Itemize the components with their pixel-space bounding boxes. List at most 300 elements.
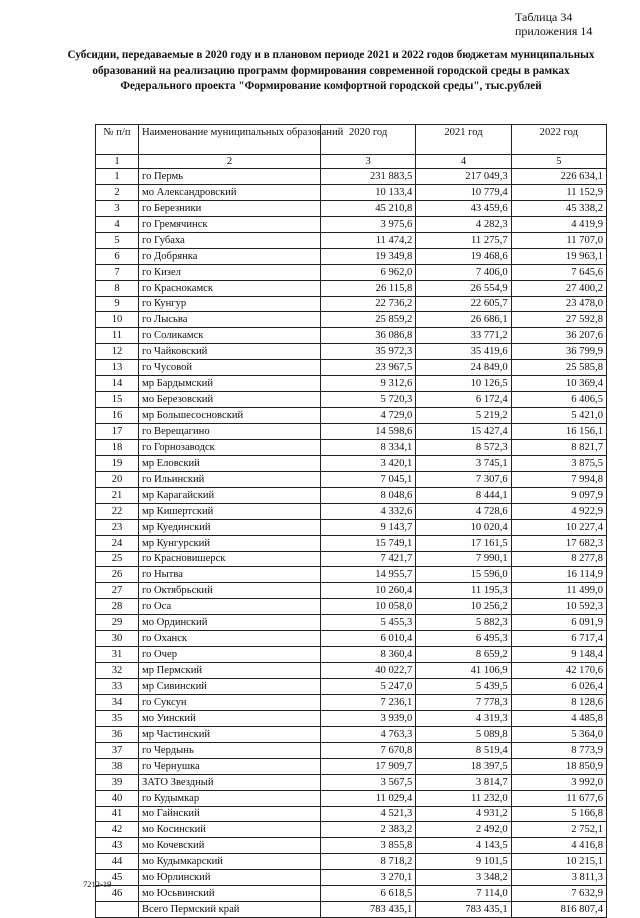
value-2022: 4 485,8 — [511, 710, 606, 726]
value-2021: 35 419,6 — [416, 344, 511, 360]
row-number: 2 — [96, 184, 139, 200]
value-2021: 4 728,6 — [416, 503, 511, 519]
value-2021: 7 406,0 — [416, 264, 511, 280]
table-row — [96, 424, 607, 440]
footer-code: 7212-19 — [83, 879, 112, 889]
value-2022: 10 227,4 — [511, 519, 606, 535]
total-num-cell — [96, 902, 139, 918]
value-2022: 9 148,4 — [511, 647, 606, 663]
value-2022: 5 421,0 — [511, 408, 606, 424]
value-2020: 3 270,1 — [321, 870, 416, 886]
table-row — [96, 679, 607, 695]
value-2020: 7 045,1 — [321, 471, 416, 487]
value-2020: 7 236,1 — [321, 694, 416, 710]
table-body — [96, 169, 607, 902]
table-row — [96, 455, 607, 471]
table-row — [96, 615, 607, 631]
value-2022: 19 963,1 — [511, 248, 606, 264]
value-2021: 6 495,3 — [416, 631, 511, 647]
column-index-num: 1 — [96, 155, 139, 169]
value-2021: 26 686,1 — [416, 312, 511, 328]
table-row — [96, 503, 607, 519]
row-number: 35 — [96, 710, 139, 726]
value-2021: 4 143,5 — [416, 838, 511, 854]
value-2020: 6 010,4 — [321, 631, 416, 647]
value-2020: 10 058,0 — [321, 599, 416, 615]
value-2020: 5 247,0 — [321, 679, 416, 695]
value-2020: 5 720,3 — [321, 392, 416, 408]
value-2022: 9 097,9 — [511, 487, 606, 503]
table-row — [96, 232, 607, 248]
subsidies-table — [95, 124, 607, 918]
value-2021: 7 307,6 — [416, 471, 511, 487]
municipality-name: мр Кунгурский — [139, 535, 321, 551]
municipality-name: го Кизел — [139, 264, 321, 280]
value-2020: 26 115,8 — [321, 280, 416, 296]
table-row — [96, 248, 607, 264]
table-row — [96, 184, 607, 200]
table-row — [96, 694, 607, 710]
table-row — [96, 216, 607, 232]
value-2020: 8 048,6 — [321, 487, 416, 503]
value-2022: 6 091,9 — [511, 615, 606, 631]
value-2022: 36 799,9 — [511, 344, 606, 360]
value-2020: 17 909,7 — [321, 758, 416, 774]
value-2020: 23 967,5 — [321, 360, 416, 376]
value-2020: 3 420,1 — [321, 455, 416, 471]
municipality-name: го Оса — [139, 599, 321, 615]
value-2021: 4 931,2 — [416, 806, 511, 822]
value-2020: 7 670,8 — [321, 742, 416, 758]
municipality-name: го Очер — [139, 647, 321, 663]
municipality-name: мр Карагайский — [139, 487, 321, 503]
value-2021: 15 596,0 — [416, 567, 511, 583]
row-number: 38 — [96, 758, 139, 774]
row-number: 21 — [96, 487, 139, 503]
row-number: 19 — [96, 455, 139, 471]
value-2021: 4 282,3 — [416, 216, 511, 232]
document-header — [515, 10, 592, 38]
table-row — [96, 583, 607, 599]
municipality-name: го Суксун — [139, 694, 321, 710]
municipality-name: го Добрянка — [139, 248, 321, 264]
value-2022: 5 166,8 — [511, 806, 606, 822]
value-2021: 8 519,4 — [416, 742, 511, 758]
table-row — [96, 200, 607, 216]
row-number: 36 — [96, 726, 139, 742]
row-number: 44 — [96, 854, 139, 870]
municipality-name: мо Ординский — [139, 615, 321, 631]
value-2020: 9 143,7 — [321, 519, 416, 535]
value-2022: 7 632,9 — [511, 886, 606, 902]
value-2020: 22 736,2 — [321, 296, 416, 312]
row-number: 29 — [96, 615, 139, 631]
value-2020: 7 421,7 — [321, 551, 416, 567]
row-number: 11 — [96, 328, 139, 344]
value-2021: 10 126,5 — [416, 376, 511, 392]
row-number: 10 — [96, 312, 139, 328]
row-number: 28 — [96, 599, 139, 615]
value-2020: 231 883,5 — [321, 169, 416, 185]
value-2022: 226 634,1 — [511, 169, 606, 185]
table-row — [96, 360, 607, 376]
value-2022: 2 752,1 — [511, 822, 606, 838]
municipality-name: го Краснокамск — [139, 280, 321, 296]
value-2020: 14 598,6 — [321, 424, 416, 440]
column-index-name: 2 — [139, 155, 321, 169]
column-header-num: № п/п — [96, 125, 139, 155]
value-2020: 3 567,5 — [321, 774, 416, 790]
municipality-name: мо Кочевский — [139, 838, 321, 854]
value-2022: 8 821,7 — [511, 439, 606, 455]
value-2020: 14 955,7 — [321, 567, 416, 583]
row-number: 5 — [96, 232, 139, 248]
table-row — [96, 870, 607, 886]
municipality-name: го Чайковский — [139, 344, 321, 360]
municipality-name: мо Александровский — [139, 184, 321, 200]
municipality-name: го Ильинский — [139, 471, 321, 487]
municipality-name: го Чернушка — [139, 758, 321, 774]
table-row — [96, 822, 607, 838]
value-2020: 6 962,0 — [321, 264, 416, 280]
appendix-label: приложения 14 — [515, 24, 593, 38]
municipality-name: мо Косинский — [139, 822, 321, 838]
municipality-name: го Пермь — [139, 169, 321, 185]
row-number: 27 — [96, 583, 139, 599]
row-number: 32 — [96, 663, 139, 679]
value-2020: 10 133,4 — [321, 184, 416, 200]
value-2020: 3 939,0 — [321, 710, 416, 726]
municipality-name: го Верещагино — [139, 424, 321, 440]
table-row — [96, 280, 607, 296]
column-header-2022: 2022 год — [511, 125, 606, 155]
municipality-name: мо Березовский — [139, 392, 321, 408]
row-number: 9 — [96, 296, 139, 312]
value-2021: 9 101,5 — [416, 854, 511, 870]
row-number: 20 — [96, 471, 139, 487]
municipality-name: го Березники — [139, 200, 321, 216]
value-2021: 5 439,5 — [416, 679, 511, 695]
row-number: 6 — [96, 248, 139, 264]
value-2020: 35 972,3 — [321, 344, 416, 360]
municipality-name: го Лысьва — [139, 312, 321, 328]
value-2022: 16 156,1 — [511, 424, 606, 440]
table-row — [96, 312, 607, 328]
municipality-name: мр Кишертский — [139, 503, 321, 519]
value-2022: 10 592,3 — [511, 599, 606, 615]
value-2020: 4 332,6 — [321, 503, 416, 519]
value-2021: 7 778,3 — [416, 694, 511, 710]
value-2020: 40 022,7 — [321, 663, 416, 679]
value-2022: 5 364,0 — [511, 726, 606, 742]
table-row — [96, 758, 607, 774]
table-row — [96, 838, 607, 854]
row-number: 3 — [96, 200, 139, 216]
value-2022: 3 875,5 — [511, 455, 606, 471]
value-2022: 10 369,4 — [511, 376, 606, 392]
value-2020: 11 474,2 — [321, 232, 416, 248]
value-2021: 3 348,2 — [416, 870, 511, 886]
value-2020: 3 855,8 — [321, 838, 416, 854]
row-number: 12 — [96, 344, 139, 360]
row-number: 42 — [96, 822, 139, 838]
value-2022: 27 400,2 — [511, 280, 606, 296]
row-number: 8 — [96, 280, 139, 296]
row-number: 13 — [96, 360, 139, 376]
value-2021: 4 319,3 — [416, 710, 511, 726]
value-2021: 26 554,9 — [416, 280, 511, 296]
total-2021: 783 435,1 — [416, 902, 511, 918]
value-2021: 3 745,1 — [416, 455, 511, 471]
value-2021: 3 814,7 — [416, 774, 511, 790]
value-2022: 4 922,9 — [511, 503, 606, 519]
value-2020: 4 521,3 — [321, 806, 416, 822]
value-2021: 10 779,4 — [416, 184, 511, 200]
municipality-name: мо Юсьвинский — [139, 886, 321, 902]
value-2022: 3 992,0 — [511, 774, 606, 790]
total-2022: 816 807,4 — [511, 902, 606, 918]
value-2020: 36 086,8 — [321, 328, 416, 344]
table-row — [96, 599, 607, 615]
municipality-name: мр Частинский — [139, 726, 321, 742]
municipality-name: го Кудымкар — [139, 790, 321, 806]
table-row — [96, 296, 607, 312]
value-2021: 7 990,1 — [416, 551, 511, 567]
value-2022: 10 215,1 — [511, 854, 606, 870]
value-2022: 27 592,8 — [511, 312, 606, 328]
value-2021: 8 444,1 — [416, 487, 511, 503]
table-row — [96, 742, 607, 758]
table-header-row — [96, 125, 607, 155]
row-number: 18 — [96, 439, 139, 455]
table-row — [96, 471, 607, 487]
value-2021: 10 020,4 — [416, 519, 511, 535]
value-2021: 41 106,9 — [416, 663, 511, 679]
value-2021: 217 049,3 — [416, 169, 511, 185]
row-number: 33 — [96, 679, 139, 695]
municipality-name: го Чусовой — [139, 360, 321, 376]
column-index-2022: 5 — [511, 155, 606, 169]
value-2022: 8 128,6 — [511, 694, 606, 710]
value-2021: 18 397,5 — [416, 758, 511, 774]
table-row — [96, 535, 607, 551]
value-2020: 8 360,4 — [321, 647, 416, 663]
column-header-2020: 2020 год — [321, 125, 416, 155]
value-2022: 17 682,3 — [511, 535, 606, 551]
municipality-name: го Кунгур — [139, 296, 321, 312]
value-2020: 19 349,8 — [321, 248, 416, 264]
municipality-name: го Чердынь — [139, 742, 321, 758]
value-2020: 4 763,3 — [321, 726, 416, 742]
row-number: 40 — [96, 790, 139, 806]
value-2021: 33 771,2 — [416, 328, 511, 344]
value-2020: 6 618,5 — [321, 886, 416, 902]
municipality-name: го Горнозаводск — [139, 439, 321, 455]
municipality-name: мо Гайнский — [139, 806, 321, 822]
value-2021: 8 572,3 — [416, 439, 511, 455]
table-row — [96, 806, 607, 822]
value-2020: 15 749,1 — [321, 535, 416, 551]
column-index-2020: 3 — [321, 155, 416, 169]
value-2022: 11 499,0 — [511, 583, 606, 599]
row-number: 15 — [96, 392, 139, 408]
municipality-name: мр Куединский — [139, 519, 321, 535]
municipality-name: го Оханск — [139, 631, 321, 647]
value-2021: 11 232,0 — [416, 790, 511, 806]
value-2020: 11 029,4 — [321, 790, 416, 806]
row-number: 4 — [96, 216, 139, 232]
municipality-name: мр Бардымский — [139, 376, 321, 392]
row-number: 46 — [96, 886, 139, 902]
column-header-2021: 2021 год — [416, 125, 511, 155]
value-2021: 17 161,5 — [416, 535, 511, 551]
table-row — [96, 631, 607, 647]
value-2021: 10 256,2 — [416, 599, 511, 615]
table-row — [96, 519, 607, 535]
value-2021: 6 172,4 — [416, 392, 511, 408]
table-row — [96, 663, 607, 679]
municipality-name: го Октябрьский — [139, 583, 321, 599]
value-2021: 22 605,7 — [416, 296, 511, 312]
table-row — [96, 169, 607, 185]
value-2022: 11 152,9 — [511, 184, 606, 200]
municipality-name: мо Кудымкарский — [139, 854, 321, 870]
value-2022: 11 707,0 — [511, 232, 606, 248]
row-number: 7 — [96, 264, 139, 280]
table-row — [96, 710, 607, 726]
value-2021: 19 468,6 — [416, 248, 511, 264]
value-2021: 15 427,4 — [416, 424, 511, 440]
municipality-name: мо Уинский — [139, 710, 321, 726]
value-2022: 3 811,3 — [511, 870, 606, 886]
total-label: Всего Пермский край — [139, 902, 321, 918]
total-row — [96, 902, 607, 918]
value-2022: 7 645,6 — [511, 264, 606, 280]
row-number: 23 — [96, 519, 139, 535]
table-row — [96, 392, 607, 408]
table-row — [96, 647, 607, 663]
table-row — [96, 344, 607, 360]
value-2021: 11 275,7 — [416, 232, 511, 248]
value-2021: 24 849,0 — [416, 360, 511, 376]
table-row — [96, 854, 607, 870]
value-2022: 36 207,6 — [511, 328, 606, 344]
value-2021: 5 219,2 — [416, 408, 511, 424]
municipality-name: мр Пермский — [139, 663, 321, 679]
value-2021: 43 459,6 — [416, 200, 511, 216]
table-row — [96, 376, 607, 392]
value-2022: 18 850,9 — [511, 758, 606, 774]
table-row — [96, 567, 607, 583]
value-2021: 2 492,0 — [416, 822, 511, 838]
municipality-name: го Красновишерск — [139, 551, 321, 567]
row-number: 22 — [96, 503, 139, 519]
value-2020: 2 383,2 — [321, 822, 416, 838]
row-number: 25 — [96, 551, 139, 567]
value-2021: 5 089,8 — [416, 726, 511, 742]
value-2022: 6 026,4 — [511, 679, 606, 695]
value-2022: 8 277,8 — [511, 551, 606, 567]
value-2022: 11 677,6 — [511, 790, 606, 806]
table-row — [96, 264, 607, 280]
table-row — [96, 551, 607, 567]
column-index-row — [96, 155, 607, 169]
table-row — [96, 886, 607, 902]
total-2020: 783 435,1 — [321, 902, 416, 918]
table-row — [96, 328, 607, 344]
table-row — [96, 439, 607, 455]
value-2022: 4 419,9 — [511, 216, 606, 232]
row-number: 30 — [96, 631, 139, 647]
value-2021: 8 659,2 — [416, 647, 511, 663]
value-2020: 3 975,6 — [321, 216, 416, 232]
value-2020: 8 334,1 — [321, 439, 416, 455]
municipality-name: ЗАТО Звездный — [139, 774, 321, 790]
row-number: 24 — [96, 535, 139, 551]
value-2021: 11 195,3 — [416, 583, 511, 599]
municipality-name: го Гремячинск — [139, 216, 321, 232]
value-2022: 7 994,8 — [511, 471, 606, 487]
value-2022: 23 478,0 — [511, 296, 606, 312]
row-number: 39 — [96, 774, 139, 790]
row-number: 26 — [96, 567, 139, 583]
value-2020: 5 455,3 — [321, 615, 416, 631]
table-row — [96, 726, 607, 742]
value-2022: 16 114,9 — [511, 567, 606, 583]
column-index-2021: 4 — [416, 155, 511, 169]
value-2022: 6 717,4 — [511, 631, 606, 647]
table-row — [96, 790, 607, 806]
value-2022: 8 773,9 — [511, 742, 606, 758]
document-title: Субсидии, передаваемые в 2020 году и в плановом периоде 2021 и 2022 годов бюджетам муниципальных образований на реализацию программ формирования современной городской среды в рамках Федерального проекта "Формирование комфортной городской среды", тыс.рублей — [67, 49, 595, 92]
municipality-name: го Губаха — [139, 232, 321, 248]
municipality-name: го Соликамск — [139, 328, 321, 344]
table-row — [96, 774, 607, 790]
value-2020: 9 312,6 — [321, 376, 416, 392]
value-2021: 5 882,3 — [416, 615, 511, 631]
value-2020: 45 210,8 — [321, 200, 416, 216]
municipality-name: мр Еловский — [139, 455, 321, 471]
value-2021: 7 114,0 — [416, 886, 511, 902]
municipality-name: го Нытва — [139, 567, 321, 583]
value-2020: 10 260,4 — [321, 583, 416, 599]
row-number: 1 — [96, 169, 139, 185]
row-number: 37 — [96, 742, 139, 758]
row-number: 17 — [96, 424, 139, 440]
value-2020: 25 859,2 — [321, 312, 416, 328]
value-2022: 45 338,2 — [511, 200, 606, 216]
row-number: 31 — [96, 647, 139, 663]
value-2022: 25 585,8 — [511, 360, 606, 376]
table-row — [96, 487, 607, 503]
table-row — [96, 408, 607, 424]
municipality-name: мр Сивинский — [139, 679, 321, 695]
row-number: 41 — [96, 806, 139, 822]
value-2022: 6 406,5 — [511, 392, 606, 408]
value-2022: 4 416,8 — [511, 838, 606, 854]
column-header-name: Наименование муниципальных образований — [139, 125, 321, 155]
value-2022: 42 170,6 — [511, 663, 606, 679]
municipality-name: мо Юрлинский — [139, 870, 321, 886]
row-number: 16 — [96, 408, 139, 424]
table-label: Таблица 34 — [515, 10, 573, 24]
row-number: 43 — [96, 838, 139, 854]
value-2020: 8 718,2 — [321, 854, 416, 870]
row-number: 14 — [96, 376, 139, 392]
row-number: 45 — [96, 870, 139, 886]
row-number: 34 — [96, 694, 139, 710]
value-2020: 4 729,0 — [321, 408, 416, 424]
